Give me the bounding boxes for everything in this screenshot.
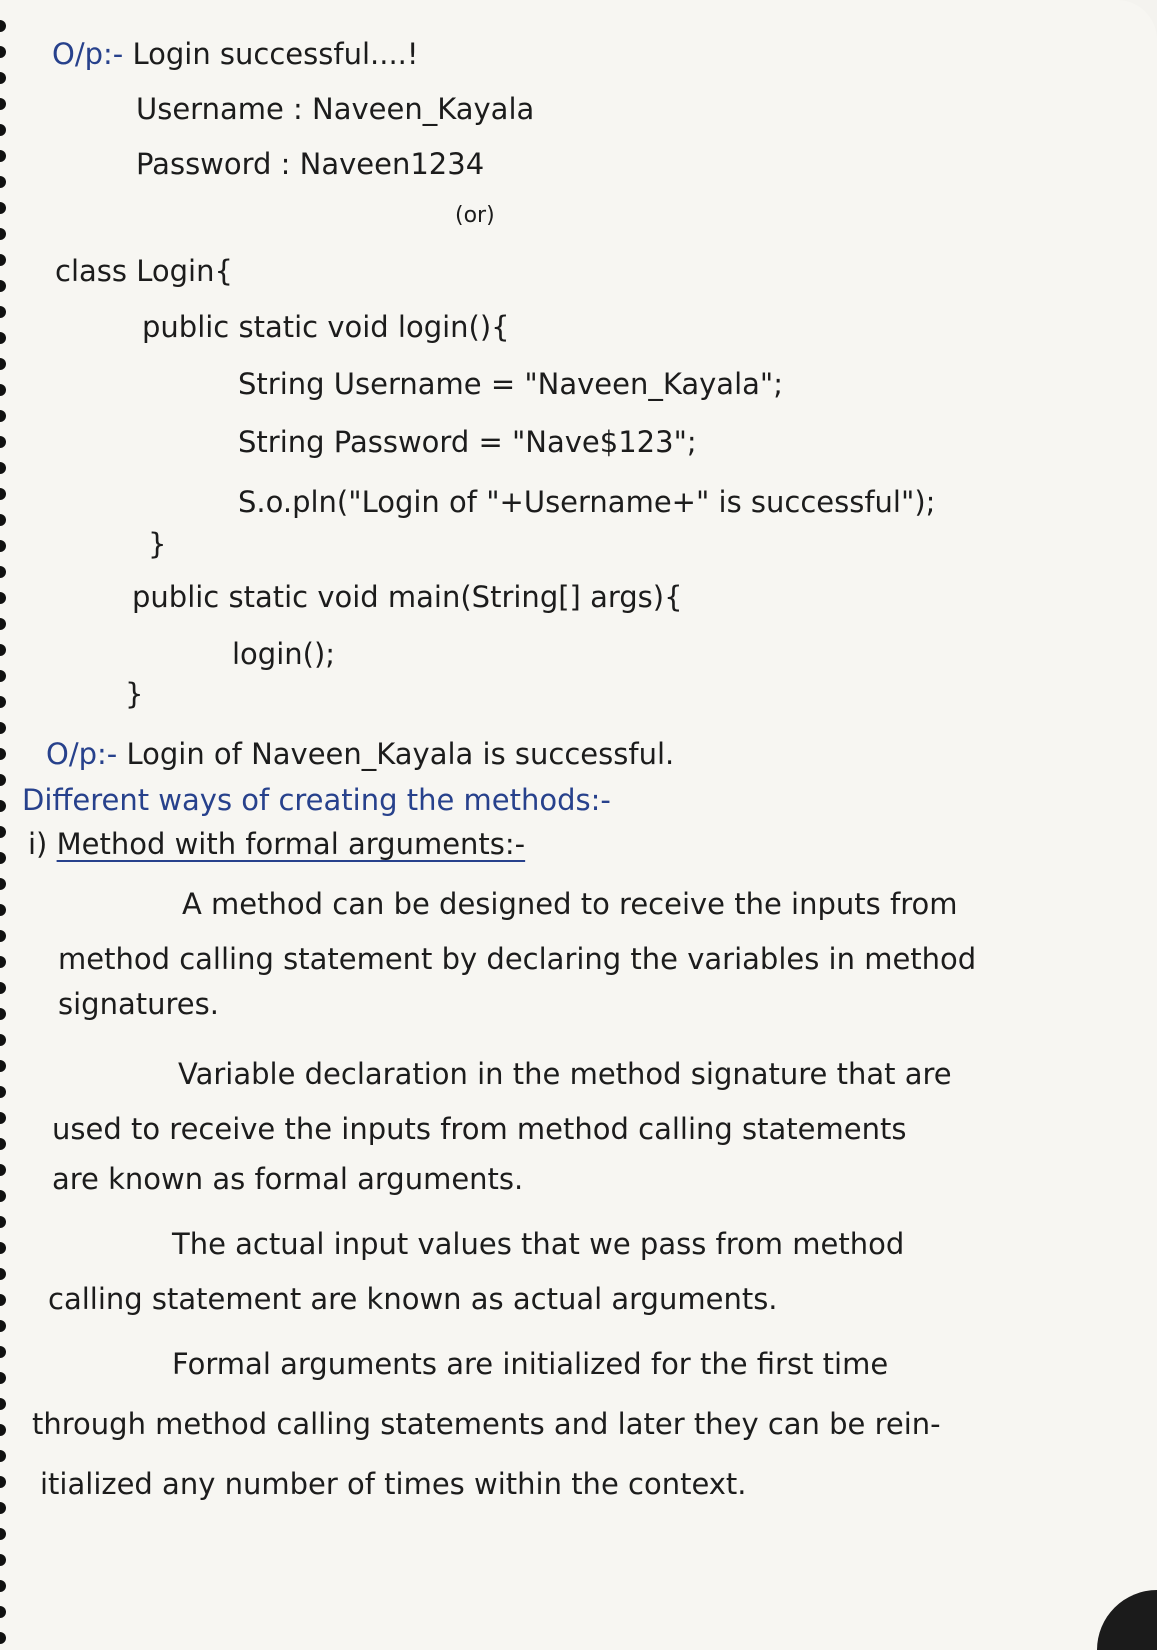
paragraph-line: Variable declaration in the method signature that are bbox=[178, 1057, 952, 1091]
spiral-hole bbox=[0, 46, 6, 58]
spiral-hole bbox=[0, 1112, 6, 1124]
spiral-hole bbox=[0, 1580, 6, 1592]
spiral-hole bbox=[0, 1450, 6, 1462]
spiral-hole bbox=[0, 462, 6, 474]
paragraph-line: are known as formal arguments. bbox=[52, 1162, 524, 1196]
username-line: Username : Naveen_Kayala bbox=[136, 92, 535, 126]
spiral-hole bbox=[0, 124, 6, 136]
spiral-hole bbox=[0, 1372, 6, 1384]
spiral-hole bbox=[0, 358, 6, 370]
subheading-number: i) bbox=[28, 827, 48, 861]
spiral-hole bbox=[0, 1346, 6, 1358]
spiral-hole bbox=[0, 774, 6, 786]
code-line: } bbox=[125, 677, 144, 711]
spiral-holes bbox=[0, 0, 8, 1650]
output-line-2 bbox=[46, 737, 675, 771]
spiral-hole bbox=[0, 592, 6, 604]
spiral-hole bbox=[0, 1528, 6, 1540]
spiral-hole bbox=[0, 1190, 6, 1202]
spiral-hole bbox=[0, 878, 6, 890]
spiral-hole bbox=[0, 1398, 6, 1410]
output-text: Login successful....! bbox=[132, 37, 419, 71]
spiral-hole bbox=[0, 72, 6, 84]
spiral-hole bbox=[0, 1216, 6, 1228]
paragraph-line: used to receive the inputs from method calling statements bbox=[52, 1112, 907, 1146]
code-line: public static void login(){ bbox=[142, 310, 510, 344]
code-line: S.o.pln("Login of "+Username+" is successful"); bbox=[238, 485, 936, 519]
password-line: Password : Naveen1234 bbox=[136, 147, 485, 181]
paragraph-line: through method calling statements and later they can be rein- bbox=[32, 1407, 941, 1441]
spiral-hole bbox=[0, 1008, 6, 1020]
spiral-hole bbox=[0, 982, 6, 994]
spiral-hole bbox=[0, 1164, 6, 1176]
spiral-hole bbox=[0, 826, 6, 838]
spiral-hole bbox=[0, 202, 6, 214]
spiral-hole bbox=[0, 1320, 6, 1332]
spiral-hole bbox=[0, 488, 6, 500]
spiral-hole bbox=[0, 1294, 6, 1306]
spiral-hole bbox=[0, 150, 6, 162]
spiral-hole bbox=[0, 722, 6, 734]
output-label: O/p:- bbox=[52, 37, 124, 71]
spiral-hole bbox=[0, 904, 6, 916]
spiral-hole bbox=[0, 748, 6, 760]
spiral-hole bbox=[0, 514, 6, 526]
spiral-hole bbox=[0, 1424, 6, 1436]
spiral-hole bbox=[0, 930, 6, 942]
spiral-hole bbox=[0, 670, 6, 682]
spiral-hole bbox=[0, 306, 6, 318]
paragraph-line: itialized any number of times within the context. bbox=[40, 1467, 747, 1501]
spiral-hole bbox=[0, 332, 6, 344]
spiral-hole bbox=[0, 1476, 6, 1488]
spiral-hole bbox=[0, 1268, 6, 1280]
spiral-hole bbox=[0, 1034, 6, 1046]
paragraph-line: signatures. bbox=[58, 987, 219, 1021]
code-line: String Password = "Nave$123"; bbox=[238, 425, 697, 459]
spiral-hole bbox=[0, 1086, 6, 1098]
spiral-hole bbox=[0, 1632, 6, 1644]
paragraph-line: The actual input values that we pass from method bbox=[172, 1227, 905, 1261]
spiral-hole bbox=[0, 20, 6, 32]
spiral-hole bbox=[0, 1606, 6, 1618]
spiral-hole bbox=[0, 644, 6, 656]
spiral-hole bbox=[0, 852, 6, 864]
paragraph-line: method calling statement by declaring the variables in method bbox=[58, 942, 977, 976]
paragraph-line: A method can be designed to receive the inputs from bbox=[182, 887, 958, 921]
paragraph-line: Formal arguments are initialized for the first time bbox=[172, 1347, 889, 1381]
output-line-1 bbox=[52, 37, 419, 71]
code-line: class Login{ bbox=[55, 254, 233, 288]
spiral-hole bbox=[0, 254, 6, 266]
code-line: public static void main(String[] args){ bbox=[132, 580, 683, 614]
spiral-hole bbox=[0, 956, 6, 968]
spiral-hole bbox=[0, 1060, 6, 1072]
spiral-hole bbox=[0, 1554, 6, 1566]
output-text: Login of Naveen_Kayala is successful. bbox=[126, 737, 675, 771]
spiral-hole bbox=[0, 1502, 6, 1514]
code-line: } bbox=[148, 527, 167, 561]
subheading-text: Method with formal arguments:- bbox=[56, 827, 526, 861]
spiral-hole bbox=[0, 618, 6, 630]
section-heading: Different ways of creating the methods:- bbox=[22, 783, 611, 817]
spiral-hole bbox=[0, 436, 6, 448]
spiral-hole bbox=[0, 540, 6, 552]
output-label: O/p:- bbox=[46, 737, 118, 771]
spiral-hole bbox=[0, 1138, 6, 1150]
spiral-hole bbox=[0, 228, 6, 240]
page-corner-shadow bbox=[1097, 1590, 1157, 1650]
code-line: login(); bbox=[232, 637, 336, 671]
spiral-hole bbox=[0, 1242, 6, 1254]
spiral-hole bbox=[0, 98, 6, 110]
paragraph-line: calling statement are known as actual arguments. bbox=[48, 1282, 778, 1316]
spiral-hole bbox=[0, 800, 6, 812]
spiral-hole bbox=[0, 176, 6, 188]
spiral-hole bbox=[0, 566, 6, 578]
subheading bbox=[28, 827, 526, 861]
spiral-hole bbox=[0, 410, 6, 422]
code-line: String Username = "Naveen_Kayala"; bbox=[238, 367, 784, 401]
spiral-hole bbox=[0, 280, 6, 292]
spiral-hole bbox=[0, 384, 6, 396]
spiral-hole bbox=[0, 696, 6, 708]
or-label: (or) bbox=[455, 203, 495, 228]
